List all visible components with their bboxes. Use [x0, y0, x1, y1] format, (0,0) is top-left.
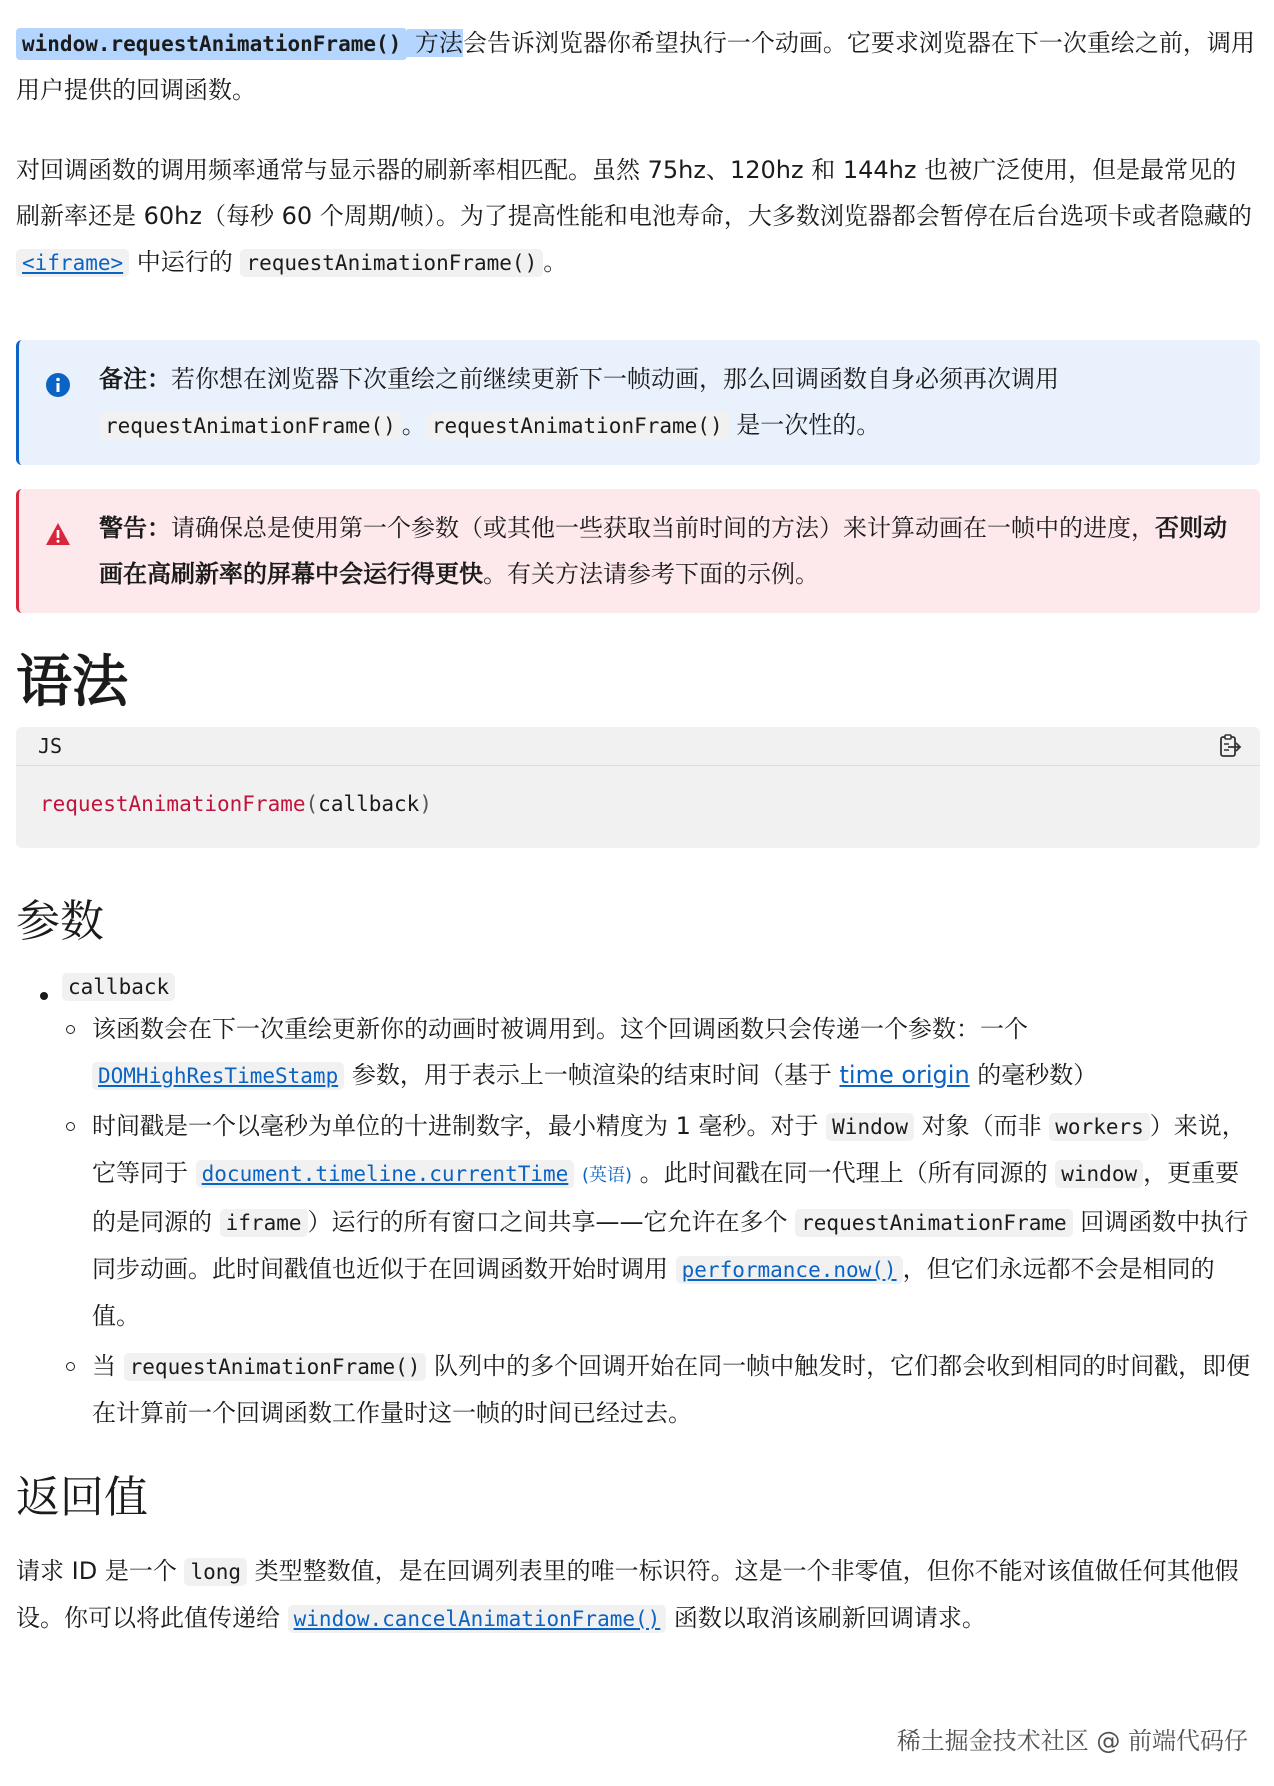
raf-code: requestAnimationFrame()	[240, 249, 543, 277]
cancel-raf-link[interactable]: window.cancelAnimationFrame()	[288, 1605, 667, 1633]
article	[16, 20, 1260, 1642]
long-code: long	[184, 1558, 247, 1586]
param-detail-2	[62, 1103, 1260, 1339]
returns-text-2: 类型整数值，是在回调列表里的唯一标识符。这是一个非零值，但你不能对该值做任何其他假设。你可以将此值传递给	[16, 1557, 1239, 1632]
note-code-1: requestAnimationFrame()	[99, 412, 402, 440]
note-text-3: 是一次性的。	[728, 411, 881, 439]
window-code-2: window	[1055, 1160, 1143, 1188]
warning-icon	[45, 521, 71, 547]
detail2-text-1: 时间戳是一个以毫秒为单位的十进制数字，最小精度为 1 毫秒。对于	[92, 1112, 827, 1140]
code-open-paren: (	[305, 792, 319, 816]
code-arg: callback	[318, 792, 420, 816]
code-language-label: JS	[38, 734, 63, 758]
syntax-heading: 语法	[16, 650, 128, 715]
code-block-header	[16, 727, 1260, 766]
note-code-2: requestAnimationFrame()	[426, 412, 729, 440]
intro-text: 会告诉浏览器你希望执行一个动画。它要求浏览器在下一次重绘之前，调用用户提供的回调函数。	[16, 29, 1255, 104]
detail2-text-6: ）运行的所有窗口之间共享——它允许在多个	[307, 1208, 796, 1236]
note-label: 备注：	[99, 365, 171, 393]
param-callback	[16, 972, 1260, 1436]
domhighrestimestamp-link[interactable]: DOMHighResTimeStamp	[92, 1062, 344, 1090]
time-origin-link[interactable]: time origin	[839, 1061, 970, 1089]
detail1-text-2: 参数，用于表示上一帧渲染的结束时间（基于	[344, 1061, 840, 1089]
copy-icon[interactable]	[1218, 733, 1242, 759]
returns-heading: 返回值	[16, 1472, 148, 1523]
raf-code-3: requestAnimationFrame()	[124, 1353, 427, 1381]
code-block-body	[16, 766, 1260, 848]
note-text-1: 若你想在浏览器下次重绘之前继续更新下一帧动画，那么回调函数自身必须再次调用	[171, 365, 1059, 393]
detail2-text-4: 。此时间戳在同一代理上（所有同源的	[631, 1159, 1056, 1187]
raf-code-2: requestAnimationFrame	[795, 1209, 1073, 1237]
note-callout	[16, 340, 1260, 465]
detail1-text-1: 该函数会在下一次重绘更新你的动画时被调用到。这个回调函数只会传递一个参数：一个	[92, 1015, 1028, 1043]
returns-text-1: 请求 ID 是一个	[16, 1557, 185, 1585]
detail3-text-2: 队列中的多个回调开始在同一帧中触发时，它们都会收到相同的时间戳，即便在计算前一个回调函数工作量时这一帧的时间已经过去。	[92, 1352, 1251, 1427]
param-name: callback	[62, 973, 175, 1001]
param-detail-3	[62, 1343, 1260, 1436]
returns-text-3: 函数以取消该刷新回调请求。	[666, 1604, 986, 1632]
warning-callout	[16, 489, 1260, 613]
params-heading: 参数	[16, 896, 104, 947]
detail2-text-8: ，但它们永远都不会是相同的值。	[92, 1255, 1215, 1330]
code-fn-name: requestAnimationFrame	[40, 792, 306, 816]
param-details-list	[62, 1006, 1260, 1436]
english-tag[interactable]: (英语)	[581, 1165, 632, 1186]
warning-bold: 否则动画在高刷新率的屏幕中会运行得更快	[99, 514, 1227, 588]
detail1-text-3: 的毫秒数）	[969, 1061, 1098, 1089]
param-detail-1	[62, 1006, 1260, 1099]
returns-paragraph	[16, 1548, 1260, 1642]
workers-code: workers	[1049, 1113, 1150, 1141]
currenttime-link[interactable]: document.timeline.currentTime	[196, 1160, 575, 1188]
detail2-text-3: ）来说，它等同于	[92, 1112, 1246, 1187]
note-text-2: 。	[401, 411, 426, 439]
frequency-text-2: 中运行的	[129, 248, 241, 276]
warning-text-2: 。有关方法请参考下面的示例。	[483, 560, 819, 588]
method-code: window.requestAnimationFrame()	[16, 28, 407, 60]
window-code: Window	[826, 1113, 914, 1141]
info-icon	[45, 372, 71, 398]
detail2-text-2: 对象（而非	[914, 1112, 1050, 1140]
intro-paragraph	[16, 20, 1260, 113]
params-list	[16, 972, 1260, 1436]
detail2-text-5: ，更重要的是同源的	[92, 1159, 1240, 1236]
frequency-text-1: 对回调函数的调用频率通常与显示器的刷新率相匹配。虽然 75hz、120hz 和 144hz 也被广泛使用，但是最常见的刷新率还是 60hz（每秒 60 个周期/帧）。为了提高性能和电池寿命，大多数浏览器都会暂停在后台选项卡或者隐藏的	[16, 156, 1252, 230]
frequency-paragraph	[16, 147, 1260, 286]
watermark: 稀土掘金技术社区 @ 前端代码仔	[896, 1727, 1248, 1755]
syntax-code-block	[16, 727, 1260, 848]
performance-now-link[interactable]: performance.now()	[676, 1256, 903, 1284]
warning-text-1: 请确保总是使用第一个参数（或其他一些获取当前时间的方法）来计算动画在一帧中的进度，	[171, 514, 1155, 542]
iframe-link[interactable]: <iframe>	[16, 249, 129, 277]
code-close-paren: )	[419, 792, 432, 816]
frequency-text-3: 。	[543, 248, 568, 276]
warning-label: 警告：	[99, 514, 171, 542]
intro-highlight-text: 方法	[407, 29, 463, 57]
iframe-code: iframe	[220, 1209, 308, 1237]
detail2-text-7: 回调函数中执行同步动画。此时间戳值也近似于在回调函数开始时调用	[92, 1208, 1249, 1283]
detail3-text-1: 当	[92, 1352, 124, 1380]
